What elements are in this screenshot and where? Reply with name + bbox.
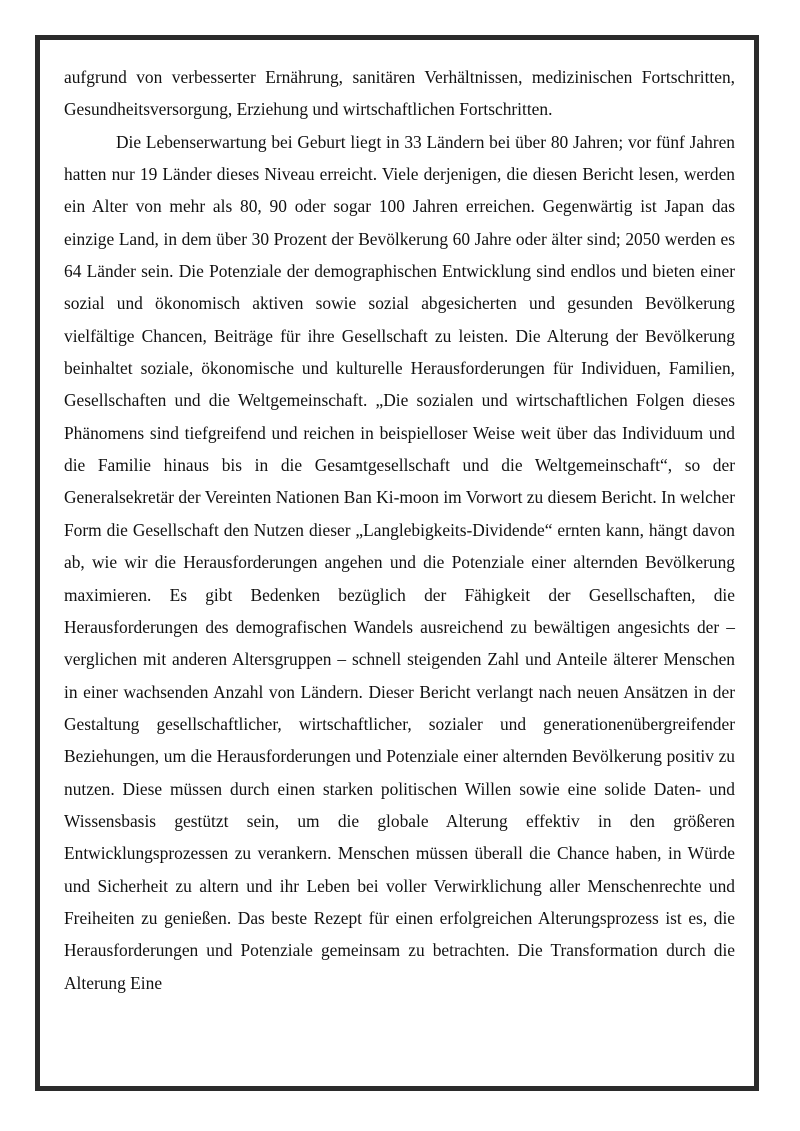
- paragraph-continuation: aufgrund von verbesserter Ernährung, sanitären Verhältnissen, medizinischen Fortschritten, Gesundheitsversorgung, Erziehung und wirtschaftlichen Fortschritten.: [64, 67, 735, 120]
- document-body: [64, 61, 735, 999]
- paragraph-life-expectancy: Die Lebenserwartung bei Geburt liegt in 33 Ländern bei über 80 Jahren; vor fünf Jahren hatten nur 19 Länder dieses Niveau erreicht. Viele derjenigen, die diesen Bericht lesen, werden ein Alter von mehr als 80, 90 oder sogar 100 Jahren erreichen. Gegenwärtig ist Japan das einzige Land, in dem über 30 Prozent der Bevölkerung 60 Jahre oder älter sind; 2050 werden es 64 Länder sein. Die Potenziale der demographischen Entwicklung sind endlos und bieten einer sozial und ökonomisch aktiven sowie sozial abgesicherten und gesunden Bevölkerung vielfältige Chancen, Beiträge für ihre Gesellschaft zu leisten. Die Alterung der Bevölkerung beinhaltet soziale, ökonomische und kulturelle Herausforderungen für Individuen, Familien, Gesellschaften und die Weltgemeinschaft. „Die sozialen und wirtschaftlichen Folgen dieses Phänomens sind tiefgreifend und reichen in beispielloser Weise weit über das Individuum und die Familie hinaus bis in die Gesamtgesellschaft und die Weltgemeinschaft“, so der Generalsekretär der Vereinten Nationen Ban Ki-moon im Vorwort zu diesem Bericht. In welcher Form die Gesellschaft den Nutzen dieser „Langlebigkeits-Dividende“ ernten kann, hängt davon ab, wie wir die Herausforderungen angehen und die Potenziale einer alternden Bevölkerung maximieren. Es gibt Bedenken bezüglich der Fähigkeit der Gesellschaften, die Herausforderungen des demografischen Wandels ausreichend zu bewältigen angesichts der – verglichen mit anderen Altersgruppen – schnell steigenden Zahl und Anteile älterer Menschen in einer wachsenden Anzahl von Ländern. Dieser Bericht verlangt nach neuen Ansätzen in der Gestaltung gesellschaftlicher, wirtschaftlicher, sozialer und generationenübergreifender Beziehungen, um die Herausforderungen und Potenziale einer alternden Bevölkerung positiv zu nutzen. Diese müssen durch einen starken politischen Willen sowie eine solide Daten- und Wissensbasis gestützt sein, um die globale Alterung effektiv in den größeren Entwicklungsprozessen zu verankern. Menschen müssen überall die Chance haben, in Würde und Sicherheit zu altern und ihr Leben bei voller Verwirklichung aller Menschenrechte und Freiheiten zu genießen. Das beste Rezept für einen erfolgreichen Alterungsprozess ist es, die Herausforderungen und Potenziale gemeinsam zu betrachten. Die Transformation durch die Alterung Eine: [64, 131, 735, 993]
